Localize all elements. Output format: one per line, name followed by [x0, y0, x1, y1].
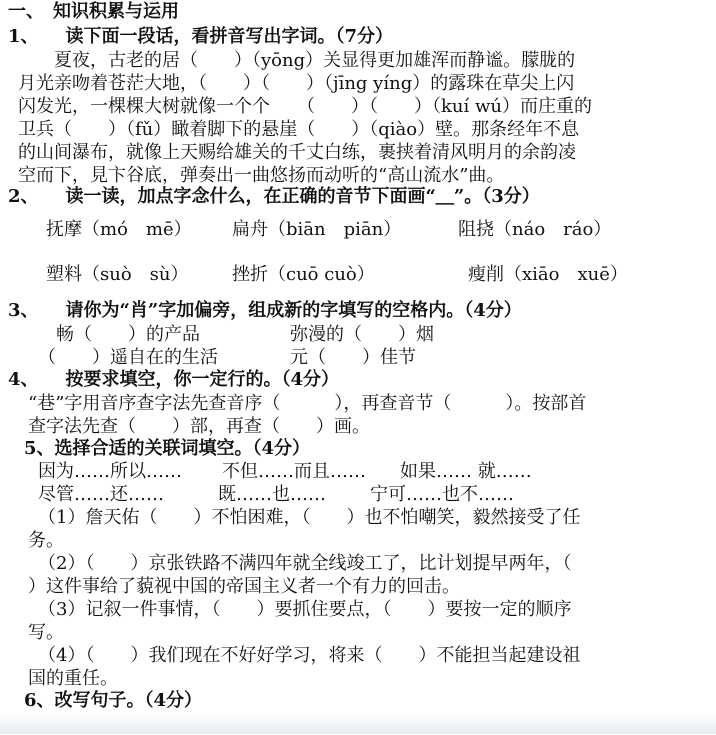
q5-line-6: 写。 [28, 622, 64, 643]
q5-option-1: 因为……所以…… [38, 461, 182, 482]
q5-option-6: 宁可……也不…… [370, 484, 514, 505]
q2-heading: 2、 读一读，加点字念什么，在正确的音节下面画“＿”。（3分） [8, 186, 540, 207]
q3-heading: 3、 请你为“肖”字加偏旁，组成新的字填写的空格内。（4分） [8, 300, 522, 321]
q4-line-2: 查字法先查（ ）部，再查（ ）画。 [28, 416, 370, 437]
q5-heading: 5、选择合适的关联词填空。（4分） [24, 438, 311, 459]
q5-line-4: ）这件事给了藐视中国的帝国主义者一个有力的回击。 [28, 576, 460, 597]
q5-option-3: 如果…… 就…… [400, 461, 532, 482]
q2-item-3: 阻挠（náo ráo） [458, 219, 612, 240]
q2-item-5: 挫折（cuō cuò） [232, 264, 375, 285]
q4-line-1: “巷”字用音序查字法先查音序（ ），再查音节（ ）。按部首 [28, 393, 587, 414]
q1-line-6: 空而下，見卞谷底，弹奏出一曲悠扬而动听的“高山流水”曲。 [18, 165, 505, 186]
q2-item-4: 塑料（suò sù） [46, 264, 189, 285]
q1-line-4: 卫兵（ ）（fǔ）瞰着脚下的悬崖（ ）（qiào）壁。那条经年不息 [18, 119, 580, 140]
q5-line-7: （4）（ ）我们现在不好好学习，将来（ ）不能担当起建设祖 [38, 645, 581, 666]
q5-line-5: （3）记叙一件事情，（ ）要抓住要点，（ ）要按一定的顺序 [38, 599, 572, 620]
q1-line-5: 的山间瀑布，就像上天赐给雄关的千丈白练，裹挟着清风明月的余韵凌 [18, 142, 576, 163]
q2-item-1: 抚摩（mó mē） [46, 219, 192, 240]
q2-item-6: 瘦削（xiāo xuē） [468, 264, 628, 285]
q5-option-2: 不但……而且…… [222, 461, 366, 482]
q3-line-1: 畅（ ）的产品 弥漫的（ ）烟 [38, 324, 434, 345]
q5-option-4: 尽管……还…… [38, 484, 164, 505]
q6-heading: 6、改写句子。（4分） [24, 690, 203, 711]
section-title: 一、 知识积累与运用 [8, 1, 179, 22]
bottom-edge-shade [0, 712, 716, 734]
q4-heading: 4、 按要求填空，你一定行的。（4分） [8, 369, 340, 390]
q5-line-1: （1）詹天佑（ ）不怕困难，（ ）也不怕嘲笑，毅然接受了任 [38, 507, 581, 528]
q3-line-2: （ ）遥自在的生活 元（ ）佳节 [38, 347, 416, 368]
q5-line-2: 务。 [28, 530, 64, 551]
q1-heading: 1、 读下面一段话，看拼音写出字词。（7分） [8, 26, 394, 47]
q5-option-5: 既……也…… [218, 484, 326, 505]
q2-item-2: 扁舟（biān piān） [232, 219, 402, 240]
q1-line-2: 月光亲吻着苍茫大地，（ ）（ ）（jīng yíng）的露珠在草尖上闪 [18, 73, 575, 94]
q1-line-3: 闪发光，一棵棵大树就像一个个 （ ）（ ）（kuí wú）而庄重的 [18, 96, 592, 117]
q5-line-3: （2）（ ）京张铁路不满四年就全线竣工了，比计划提早两年，（ [38, 553, 572, 574]
q5-line-8: 国的重任。 [28, 668, 118, 689]
q1-line-1: 夏夜，古老的居（ ）（yōng）关显得更加雄浑而静谧。朦胧的 [18, 50, 576, 71]
